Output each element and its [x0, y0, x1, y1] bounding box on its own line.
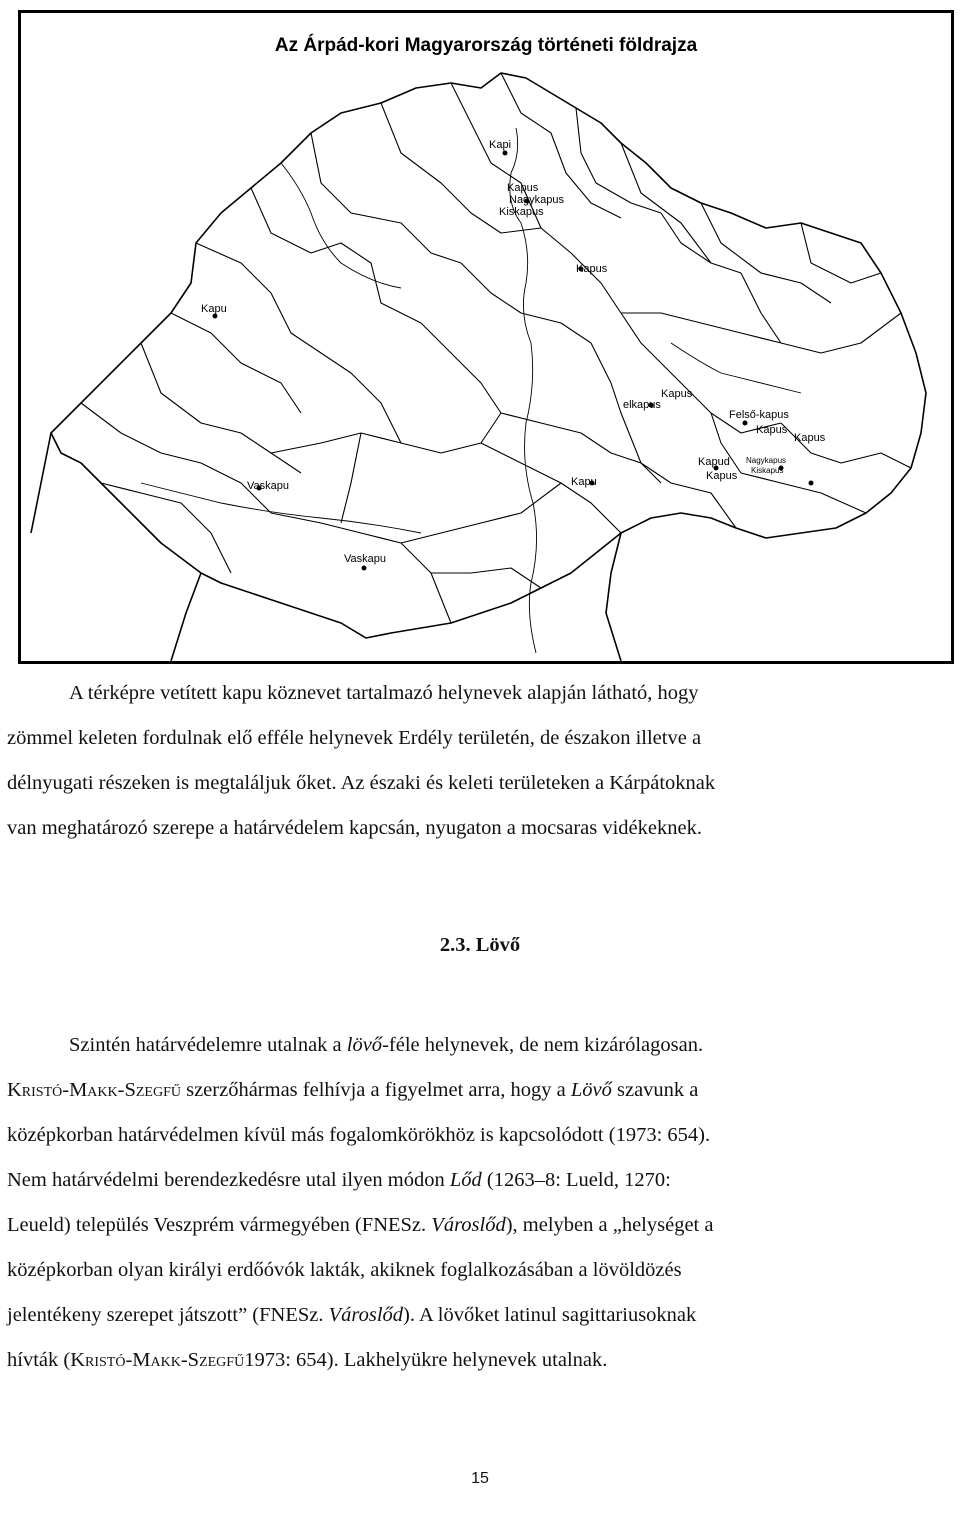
place-label-kapus-northeast: Kapus	[576, 263, 608, 275]
place-label-kapus-east-4: Kapus	[706, 470, 738, 482]
section-title: Lövő	[475, 934, 521, 956]
place-label-kapu-west: Kapu	[201, 303, 227, 315]
section-heading	[0, 934, 960, 957]
paragraph-2-line: hívták (Kristó-Makk-Szegfű1973: 654). Lakhelyükre helynevek utalnak.	[7, 1349, 608, 1371]
place-label-vaskapu-2: Vaskapu	[344, 553, 386, 565]
paragraph-2-line: jelentékeny szerepet játszott” (FNESz. Városlőd). A lövőket latinul sagittariusoknak	[7, 1304, 697, 1326]
place-label-nagykapus-east: Nagykapus	[746, 456, 787, 465]
paragraph-2-line: Szintén határvédelemre utalnak a lövő-féle helynevek, de nem kizárólagosan.	[69, 1034, 704, 1056]
place-label-kapus-east-2: Kapus	[756, 424, 788, 436]
section-number: 2.3.	[439, 934, 471, 956]
place-label-kapus-east-1: Kapus	[661, 388, 693, 400]
place-label-kiskapus-east: Kiskapus	[751, 466, 784, 475]
paragraph-2	[7, 1023, 939, 1383]
place-label-kapus: Kapus	[507, 182, 539, 194]
place-label-felso-kapus: Felső-kapus	[729, 409, 789, 421]
paragraph-2-line: Nem határvédelmi berendezkedésre utal ilyen módon Lőd (1263–8: Lueld, 1270:	[7, 1169, 671, 1191]
place-label-kapud: Kapud	[698, 456, 730, 468]
page-number: 15	[471, 1470, 489, 1487]
author-names: Kristó-Makk-Szegfű	[70, 1349, 245, 1371]
paragraph-1-line: A térképre vetített kapu köznevet tartalmazó helynevek alapján látható, hogy	[69, 682, 699, 704]
place-label-elkapus: elkapus	[623, 399, 661, 411]
place-label-kiskapus: Kiskapus	[499, 206, 544, 218]
paragraph-2-line: Kristó-Makk-Szegfű szerzőhármas felhívja a figyelmet arra, hogy a Lövő szavunk a	[7, 1079, 699, 1101]
paragraph-1	[7, 671, 939, 851]
paragraph-2-line: középkorban olyan királyi erdőóvók lakták, akiknek foglalkozásában a lövöldözés	[7, 1259, 682, 1281]
paragraph-2-line: középkorban határvédelmen kívül más fogalomkörökhöz is kapcsolódott (1973: 654).	[7, 1124, 711, 1146]
map-figure	[18, 10, 954, 664]
rivers	[141, 128, 801, 653]
county-lines	[81, 73, 911, 623]
place-label-kapu-center: Kapu	[571, 476, 597, 488]
author-names: Kristó-Makk-Szegfű	[7, 1079, 181, 1101]
place-label-kapus-east-3: Kapus	[794, 432, 826, 444]
place-label-kapi: Kapi	[489, 139, 512, 151]
paragraph-1-line: van meghatározó szerepe a határvédelem kapcsán, nyugaton a mocsaras vidékeknek.	[7, 817, 702, 839]
south-east-border-line	[606, 533, 621, 661]
place-label-vaskapu-1: Vaskapu	[247, 480, 289, 492]
western-border-line	[31, 433, 51, 533]
historical-map	[21, 13, 951, 661]
paragraph-1-line: délnyugati részeken is megtaláljuk őket. Az északi és keleti területeken a Kárpátoknak	[7, 772, 716, 794]
place-label-nagykapus: Nagykapus	[509, 194, 565, 206]
paragraph-1-line: zömmel keleten fordulnak elő efféle helynevek Erdély területén, de északon illetve a	[7, 727, 702, 749]
southern-border-line	[171, 573, 201, 661]
map-title: Az Árpád-kori Magyarország történeti földrajza	[274, 35, 698, 56]
paragraph-2-line: Leueld) település Veszprém vármegyében (FNESz. Városlőd), melyben a „helységet a	[7, 1214, 714, 1236]
